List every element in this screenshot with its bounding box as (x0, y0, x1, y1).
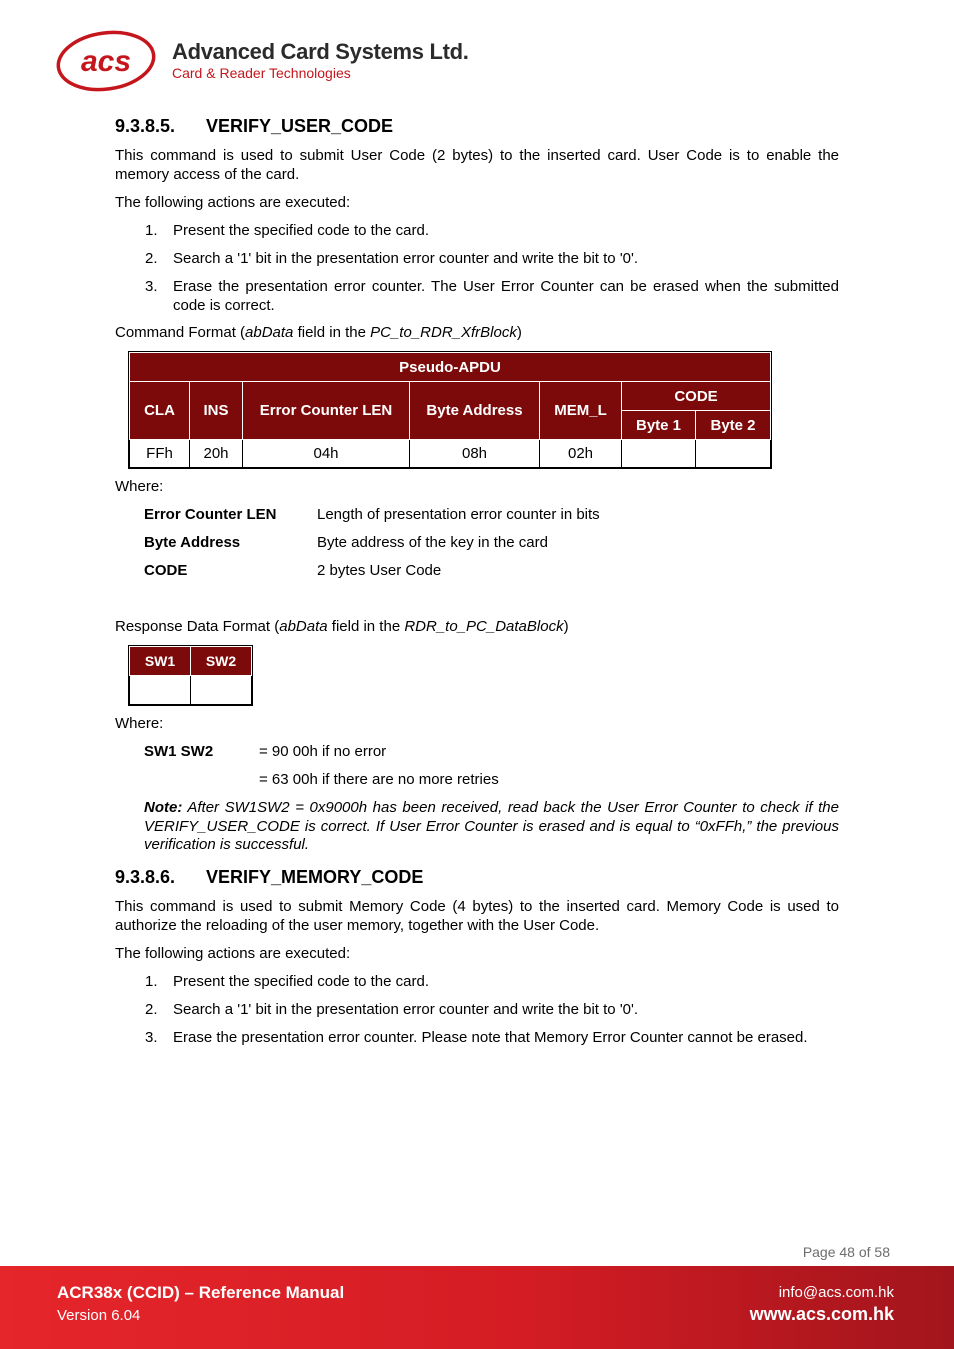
table-cell (130, 676, 191, 705)
list-text: Present the specified code to the card. (173, 973, 429, 990)
table-cell (191, 676, 252, 705)
list-text: Erase the presentation error counter. The User Error Counter can be erased when the submitted code is correct. (173, 278, 839, 314)
logo-mark: acs (80, 45, 132, 78)
section-number: 9.3.8.6. (115, 867, 176, 887)
where-label: Where: (115, 478, 164, 495)
company-tagline: Card & Reader Technologies (172, 65, 351, 81)
list-item (145, 222, 839, 241)
list-number: 3. (145, 278, 158, 295)
definition-term: Error Counter LEN (144, 506, 277, 523)
list-item (145, 1029, 839, 1048)
table-cell: 02h (540, 440, 622, 468)
table-header: Byte Address (410, 382, 540, 440)
note-label: Note: (144, 799, 183, 816)
command-format-prefix: Command Format ( (115, 324, 246, 341)
table-header: MEM_L (540, 382, 622, 440)
table-row (130, 676, 252, 705)
table-header: CLA (130, 382, 190, 440)
table-header: SW2 (191, 647, 252, 676)
command-format-line (115, 324, 839, 343)
pseudo-apdu-table (129, 352, 771, 468)
note-text: After SW1SW2 = 0x9000h has been received, read back the User Error Counter to check if the VERIFY_USER_CODE is correct. If User Error Counter is erased and is equal to “0xFFh,” the previous verification is successful. (144, 799, 839, 853)
response-format-suffix: ) (563, 618, 569, 635)
command-format-block: PC_to_RDR_XfrBlock (370, 324, 517, 341)
table-cell (696, 440, 771, 468)
list-text: Search a '1' bit in the presentation error counter and write the bit to '0'. (173, 250, 639, 267)
response-format-block: RDR_to_PC_DataBlock (404, 618, 564, 635)
section-intro: This command is used to submit Memory Code (4 bytes) to the inserted card. Memory Code is used to authorize the reloading of the user memory, together with the User Code. (115, 898, 839, 934)
command-format-field: abData (245, 324, 294, 341)
section-heading (115, 867, 423, 888)
page-footer (0, 1266, 954, 1349)
definition-term: SW1 SW2 (144, 743, 214, 760)
table-cell: 08h (410, 440, 540, 468)
definition-term: CODE (144, 562, 188, 579)
table-header: INS (190, 382, 243, 440)
table-cell (622, 440, 696, 468)
definition-desc: 2 bytes User Code (317, 562, 442, 579)
section-number: 9.3.8.5. (115, 116, 176, 136)
footer-email[interactable]: info@acs.com.hk (778, 1284, 894, 1301)
table-row (130, 440, 771, 468)
company-logo (55, 30, 469, 92)
list-number: 1. (145, 222, 158, 239)
definition-desc: = 63 00h if there are no more retries (259, 771, 499, 788)
acs-logo-icon (55, 30, 159, 92)
table-subheader: Byte 1 (622, 411, 696, 440)
list-number: 2. (145, 250, 158, 267)
footer-title: ACR38x (CCID) – Reference Manual (57, 1283, 345, 1302)
table-cell: 04h (243, 440, 410, 468)
list-item (145, 973, 839, 992)
table-header: Error Counter LEN (243, 382, 410, 440)
list-number: 3. (145, 1029, 158, 1046)
company-name: Advanced Card Systems Ltd. (172, 39, 469, 64)
page-number: Page 48 of 58 (802, 1244, 890, 1260)
actions-intro: The following actions are executed: (115, 945, 351, 962)
command-format-suffix: ) (516, 324, 522, 341)
list-item (145, 250, 839, 269)
list-item (145, 1001, 839, 1020)
response-format-middle: field in the (327, 618, 405, 635)
list-item (145, 278, 839, 315)
where-label: Where: (115, 715, 164, 732)
response-table (129, 646, 252, 705)
actions-intro: The following actions are executed: (115, 194, 351, 211)
list-number: 2. (145, 1001, 158, 1018)
list-text: Erase the presentation error counter. Please note that Memory Error Counter cannot be erased. (173, 1029, 808, 1046)
footer-website[interactable]: www.acs.com.hk (749, 1304, 894, 1324)
list-text: Search a '1' bit in the presentation error counter and write the bit to '0'. (173, 1001, 639, 1018)
response-format-field: abData (279, 618, 328, 635)
definition-desc: Length of presentation error counter in bits (317, 506, 600, 523)
section-intro: This command is used to submit User Code (2 bytes) to the inserted card. User Code is to enable the memory access of the card. (115, 147, 839, 183)
table-title: Pseudo-APDU (130, 353, 771, 382)
table-header: SW1 (130, 647, 191, 676)
list-text: Present the specified code to the card. (173, 222, 429, 239)
definition-desc: = 90 00h if no error (259, 743, 387, 760)
response-format-prefix: Response Data Format ( (115, 618, 280, 635)
definition-desc: Byte address of the key in the card (317, 534, 548, 551)
command-format-middle: field in the (293, 324, 371, 341)
table-subheader: Byte 2 (696, 411, 771, 440)
table-cell: FFh (130, 440, 190, 468)
note-paragraph (144, 799, 839, 855)
response-format-line (115, 618, 839, 637)
definition-term: Byte Address (144, 534, 241, 551)
list-number: 1. (145, 973, 158, 990)
footer-version: Version 6.04 (57, 1307, 141, 1324)
section-title: VERIFY_MEMORY_CODE (206, 867, 424, 887)
section-title: VERIFY_USER_CODE (206, 116, 394, 136)
table-cell: 20h (190, 440, 243, 468)
section-heading (115, 116, 393, 137)
table-header-code: CODE (622, 382, 771, 411)
